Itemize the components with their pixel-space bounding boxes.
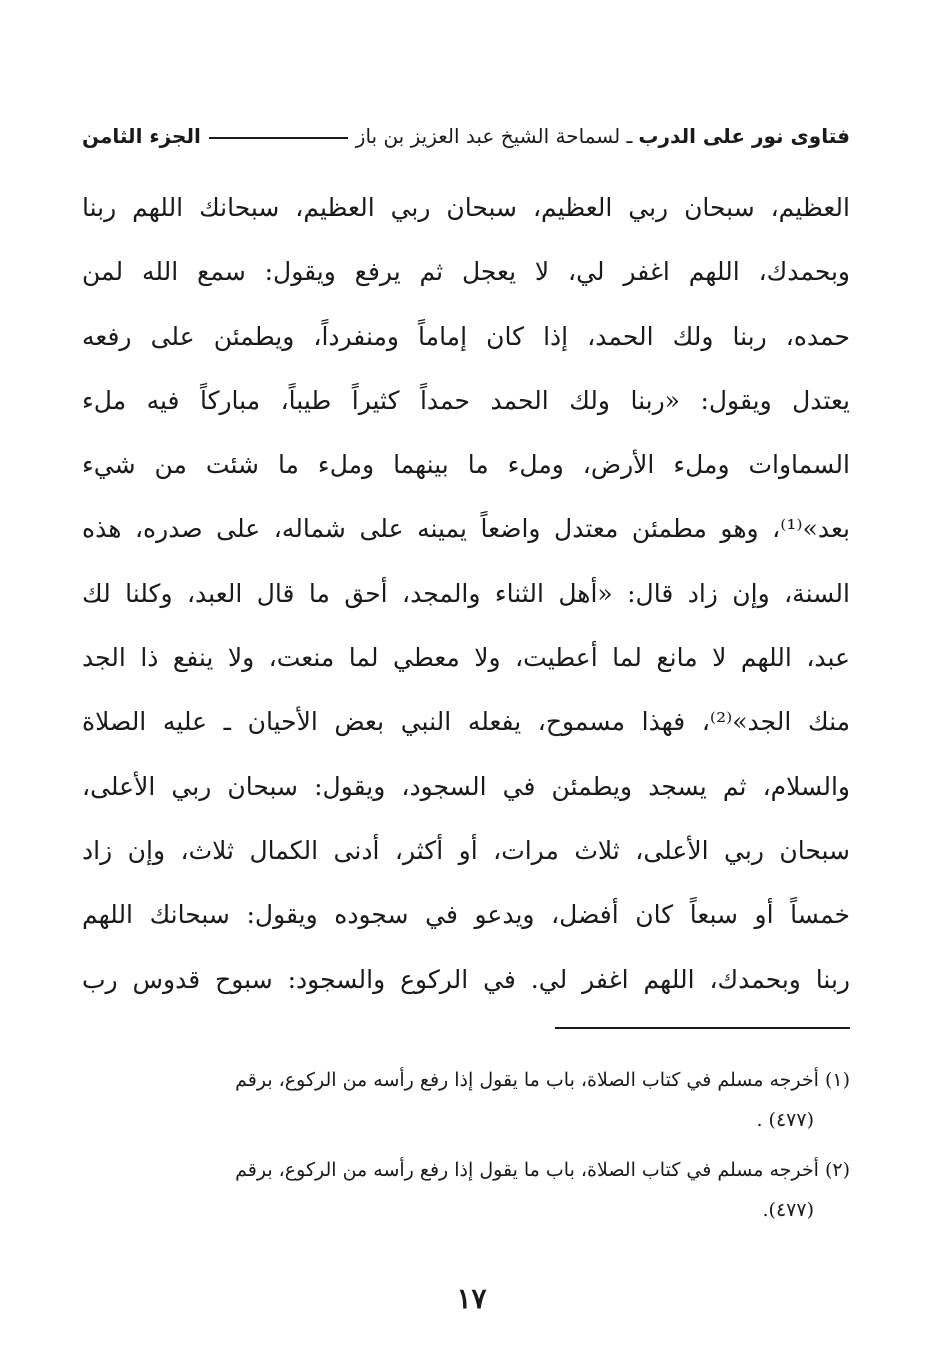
- body-line: ربنا وبحمدك، اللهم اغفر لي. في الركوع والسجود: سبوح قدوس رب: [82, 964, 850, 994]
- running-header: [82, 118, 850, 154]
- body-line: سبحان ربي الأعلى، ثلاث مرات، أو أكثر، أدنى الكمال ثلاث، وإن زاد: [82, 835, 850, 865]
- body-line: يعتدل ويقول: «ربنا ولك الحمد حمداً كثيراً طيباً، مباركاً فيه ملء: [82, 385, 850, 415]
- volume-label: الجزء الثامن: [82, 124, 201, 148]
- body-line: والسلام، ثم يسجد ويطمئن في السجود، ويقول: سبحان ربي الأعلى،: [82, 771, 850, 801]
- body-line: وبحمدك، اللهم اغفر لي، لا يعجل ثم يرفع ويقول: سمع الله لمن: [82, 257, 850, 287]
- body-line: السنة، وإن زاد قال: «أهل الثناء والمجد، أحق ما قال العبد، وكلنا لك: [82, 578, 850, 608]
- book-title: فتاوى نور على الدرب: [638, 124, 850, 148]
- author-subtitle: ـ لسماحة الشيخ عبد العزيز بن باز: [355, 124, 633, 148]
- header-rule: [209, 137, 348, 139]
- body-line: خمساً أو سبعاً كان أفضل، ويدعو في سجوده ويقول: سبحانك اللهم: [82, 900, 850, 930]
- footnote-1-line-1: (١) أخرجه مسلم في كتاب الصلاة، باب ما يقول إذا رفع رأسه من الركوع، برقم: [235, 1069, 850, 1091]
- footnote-1-line-2: (٤٧٧) .: [756, 1109, 814, 1131]
- body-line: العظيم، سبحان ربي العظيم، سبحان ربي العظيم، سبحانك اللهم ربنا: [82, 193, 850, 222]
- body-line: عبد، اللهم لا مانع لما أعطيت، ولا معطي لما منعت، ولا ينفع ذا الجد: [82, 643, 850, 673]
- footnote-2-line-2: (٤٧٧).: [762, 1199, 814, 1221]
- body-line: منك الجد»⁽²⁾، فهذا مسموح، يفعله النبي بعض الأحيان ـ عليه الصلاة: [82, 707, 850, 737]
- page-number: ١٧: [456, 1282, 487, 1315]
- body-line: السماوات وملء الأرض، وملء ما بينهما وملء ما شئت من شيء: [82, 450, 850, 480]
- footnotes: [82, 1060, 850, 1230]
- body-line: حمده، ربنا ولك الحمد، إذا كان إماماً ومنفرداً، ويطمئن على رفعه: [82, 321, 850, 351]
- body-text: [82, 176, 850, 1012]
- footnote-separator: [555, 1027, 850, 1029]
- footnote-2-line-1: (٢) أخرجه مسلم في كتاب الصلاة، باب ما يقول إذا رفع رأسه من الركوع، برقم: [235, 1159, 850, 1181]
- body-line: بعد»⁽¹⁾، وهو مطمئن معتدل واضعاً يمينه على شماله، على صدره، هذه: [82, 514, 850, 544]
